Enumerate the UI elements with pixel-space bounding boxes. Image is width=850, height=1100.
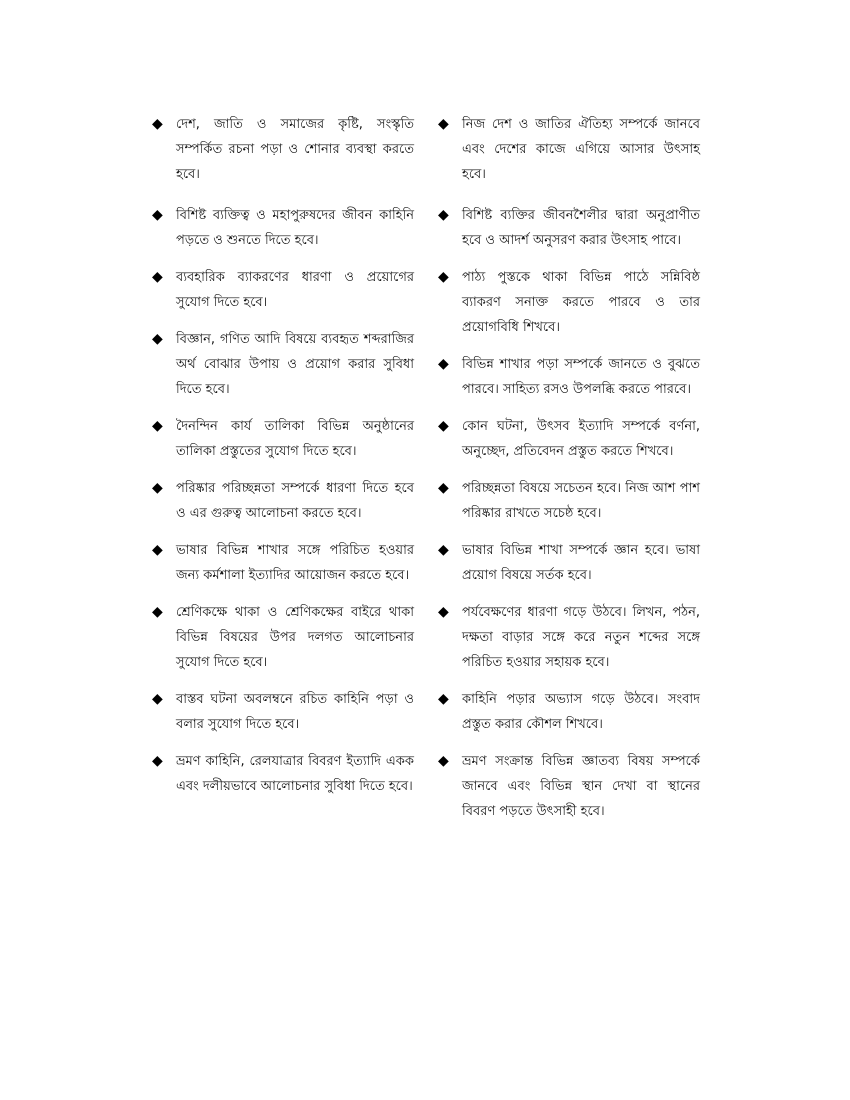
list-item-text: পরিষ্কার পরিচ্ছন্নতা সম্পর্কে ধারণা দিতে হবে ও এর গুরুত্ব আলোচনা করতে হবে। bbox=[176, 481, 414, 521]
list-item-text: বাস্তব ঘটনা অবলম্বনে রচিত কাহিনি পড়া ও বলার সুযোগ দিতে হবে। bbox=[176, 692, 414, 732]
list-item-text: ব্যবহারিক ব্যাকরণের ধারণা ও প্রয়োগের সুযোগ দিতে হবে। bbox=[176, 270, 414, 310]
list-item-text: বিশিষ্ট ব্যক্তিত্ব ও মহাপুরুষদের জীবন কাহিনি পড়তে ও শুনতে দিতে হবে। bbox=[176, 208, 414, 248]
diamond-bullet-icon: ◆ bbox=[438, 356, 449, 372]
list-item bbox=[438, 112, 700, 187]
list-item bbox=[152, 327, 414, 402]
list-item bbox=[152, 600, 414, 675]
list-item-text: ভাষার বিভিন্ন শাখার সঙ্গে পরিচিত হওয়ার জন্য কর্মশালা ইত্যাদির আয়োজন করতে হবে। bbox=[176, 543, 414, 583]
diamond-bullet-icon: ◆ bbox=[438, 418, 449, 434]
diamond-bullet-icon: ◆ bbox=[152, 207, 163, 223]
list-item bbox=[152, 203, 414, 253]
list-item-text: কোন ঘটনা, উৎসব ইত্যাদি সম্পর্কে বর্ণনা, অনুচ্ছেদ, প্রতিবেদন প্রস্তুত করতে শিখবে। bbox=[462, 419, 700, 459]
list-item-text: ভ্রমণ সংক্রান্ত বিভিন্ন জ্ঞাতব্য বিষয় সম্পর্কে জানবে এবং বিভিন্ন স্থান দেখা বা স্থানের বিবরণ পড়তে উৎসাহী হবে। bbox=[462, 754, 700, 819]
list-item bbox=[438, 265, 700, 340]
diamond-bullet-icon: ◆ bbox=[438, 480, 449, 496]
list-item-text: বিজ্ঞান, গণিত আদি বিষয়ে ব্যবহৃত শব্দরাজির অর্থ বোঝার উপায় ও প্রয়োগ করার সুবিধা দিতে হবে। bbox=[176, 332, 414, 397]
diamond-bullet-icon: ◆ bbox=[152, 753, 163, 769]
list-item bbox=[152, 476, 414, 526]
list-item bbox=[438, 687, 700, 737]
list-item-text: বিভিন্ন শাখার পড়া সম্পর্কে জানতে ও বুঝতে পারবে। সাহিত্য রসও উপলব্ধি করতে পারবে। bbox=[462, 357, 700, 397]
list-item bbox=[438, 538, 700, 588]
list-item bbox=[438, 203, 700, 253]
list-item bbox=[152, 414, 414, 464]
diamond-bullet-icon: ◆ bbox=[152, 691, 163, 707]
right-column-list bbox=[438, 112, 700, 824]
diamond-bullet-icon: ◆ bbox=[438, 753, 449, 769]
list-item-text: ভাষার বিভিন্ন শাখা সম্পর্কে জ্ঞান হবে। ভাষা প্রয়োগ বিষয়ে সর্তক হবে। bbox=[462, 543, 700, 583]
list-item bbox=[438, 352, 700, 402]
list-item-text: শ্রেণিকক্ষে থাকা ও শ্রেণিকক্ষের বাইরে থাকা বিভিন্ন বিষয়ের উপর দলগত আলোচনার সুযোগ দিতে হবে। bbox=[176, 605, 414, 670]
list-item-text: ভ্রমণ কাহিনি, রেলযাত্রার বিবরণ ইত্যাদি একক এবং দলীয়ভাবে আলোচনার সুবিধা দিতে হবে। bbox=[176, 754, 414, 794]
list-item bbox=[152, 538, 414, 588]
diamond-bullet-icon: ◆ bbox=[152, 269, 163, 285]
list-item bbox=[438, 600, 700, 675]
diamond-bullet-icon: ◆ bbox=[438, 604, 449, 620]
list-item-text: বিশিষ্ট ব্যক্তির জীবনশৈলীর দ্বারা অনুপ্রাণীত হবে ও আদর্শ অনুসরণ করার উৎসাহ পাবে। bbox=[462, 208, 700, 248]
diamond-bullet-icon: ◆ bbox=[152, 116, 163, 132]
list-item-text: পর্যবেক্ষণের ধারণা গড়ে উঠবে। লিখন, পঠন, দক্ষতা বাড়ার সঙ্গে করে নতুন শব্দের সঙ্গে পরিচিত হওয়ার সহায়ক হবে। bbox=[462, 605, 700, 670]
diamond-bullet-icon: ◆ bbox=[152, 480, 163, 496]
list-item bbox=[152, 687, 414, 737]
list-item-text: পাঠ্য পুস্তকে থাকা বিভিন্ন পাঠে সন্নিবিষ্ঠ ব্যাকরণ সনাক্ত করতে পারবে ও তার প্রয়োগবিধি শিখবে। bbox=[462, 270, 700, 335]
list-item-text: কাহিনি পড়ার অভ্যাস গড়ে উঠবে। সংবাদ প্রস্তুত করার কৌশল শিখবে। bbox=[462, 692, 700, 732]
list-item-text: দৈনন্দিন কার্য তালিকা বিভিন্ন অনুষ্ঠানের তালিকা প্রস্তুতের সুযোগ দিতে হবে। bbox=[176, 419, 414, 459]
list-item bbox=[152, 265, 414, 315]
diamond-bullet-icon: ◆ bbox=[438, 269, 449, 285]
diamond-bullet-icon: ◆ bbox=[152, 604, 163, 620]
list-item bbox=[438, 414, 700, 464]
diamond-bullet-icon: ◆ bbox=[152, 418, 163, 434]
diamond-bullet-icon: ◆ bbox=[438, 691, 449, 707]
list-item-text: নিজ দেশ ও জাতির ঐতিহ্য সম্পর্কে জানবে এবং দেশের কাজে এগিয়ে আসার উৎসাহ হবে। bbox=[462, 117, 700, 182]
list-item-text: দেশ, জাতি ও সমাজের কৃষ্টি, সংস্কৃতি সম্পর্কিত রচনা পড়া ও শোনার ব্যবস্থা করতে হবে। bbox=[176, 117, 414, 182]
diamond-bullet-icon: ◆ bbox=[152, 331, 163, 347]
list-item bbox=[438, 749, 700, 824]
list-item bbox=[152, 112, 414, 187]
list-item bbox=[438, 476, 700, 526]
left-column-list bbox=[152, 112, 414, 799]
diamond-bullet-icon: ◆ bbox=[438, 207, 449, 223]
diamond-bullet-icon: ◆ bbox=[152, 542, 163, 558]
list-item bbox=[152, 749, 414, 799]
diamond-bullet-icon: ◆ bbox=[438, 542, 449, 558]
list-item-text: পরিচ্ছন্নতা বিষয়ে সচেতন হবে। নিজ আশ পাশ পরিষ্কার রাখতে সচেষ্ঠ হবে। bbox=[462, 481, 700, 521]
diamond-bullet-icon: ◆ bbox=[438, 116, 449, 132]
